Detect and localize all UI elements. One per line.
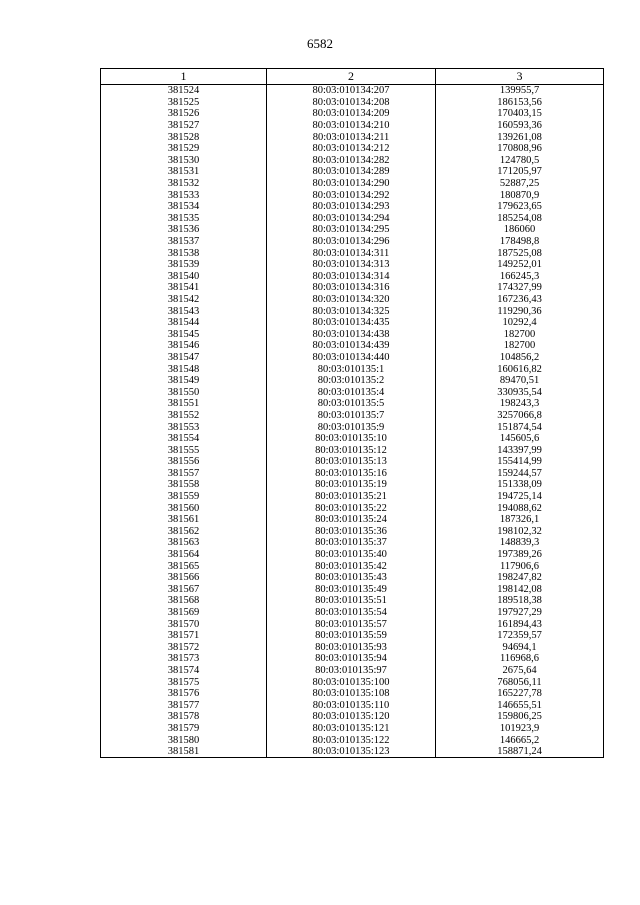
cadastral-number-cell: 80:03:010135:110 <box>267 699 436 711</box>
table-row <box>101 537 604 549</box>
value-cell: 151874,54 <box>436 421 604 433</box>
cadastral-number-cell: 80:03:010134:439 <box>267 340 436 352</box>
table-row <box>101 352 604 364</box>
value-cell: 159244,57 <box>436 468 604 480</box>
value-cell: 124780,5 <box>436 155 604 167</box>
row-number-cell: 381539 <box>101 259 267 271</box>
cadastral-number-cell: 80:03:010135:4 <box>267 386 436 398</box>
row-number-cell: 381536 <box>101 224 267 236</box>
value-cell: 139261,08 <box>436 131 604 143</box>
row-number-cell: 381550 <box>101 386 267 398</box>
value-cell: 155414,99 <box>436 456 604 468</box>
table-row <box>101 456 604 468</box>
row-number-cell: 381569 <box>101 607 267 619</box>
value-cell: 158871,24 <box>436 746 604 758</box>
value-cell: 166245,3 <box>436 271 604 283</box>
table-row <box>101 653 604 665</box>
row-number-cell: 381553 <box>101 421 267 433</box>
row-number-cell: 381527 <box>101 120 267 132</box>
cadastral-number-cell: 80:03:010134:209 <box>267 108 436 120</box>
row-number-cell: 381570 <box>101 618 267 630</box>
row-number-cell: 381565 <box>101 560 267 572</box>
value-cell: 170808,96 <box>436 143 604 155</box>
table-row <box>101 143 604 155</box>
value-cell: 104856,2 <box>436 352 604 364</box>
value-cell: 171205,97 <box>436 166 604 178</box>
cadastral-number-cell: 80:03:010134:289 <box>267 166 436 178</box>
cadastral-number-cell: 80:03:010135:43 <box>267 572 436 584</box>
row-number-cell: 381558 <box>101 479 267 491</box>
cadastral-number-cell: 80:03:010135:120 <box>267 711 436 723</box>
value-cell: 148839,3 <box>436 537 604 549</box>
cadastral-number-cell: 80:03:010134:325 <box>267 305 436 317</box>
cadastral-number-cell: 80:03:010135:10 <box>267 433 436 445</box>
value-cell: 3257066,8 <box>436 410 604 422</box>
row-number-cell: 381571 <box>101 630 267 642</box>
row-number-cell: 381551 <box>101 398 267 410</box>
row-number-cell: 381562 <box>101 526 267 538</box>
value-cell: 197389,26 <box>436 549 604 561</box>
cadastral-number-cell: 80:03:010135:97 <box>267 665 436 677</box>
value-cell: 194088,62 <box>436 502 604 514</box>
table-row <box>101 688 604 700</box>
page-number: 6582 <box>307 36 333 51</box>
value-cell: 768056,11 <box>436 676 604 688</box>
value-cell: 187326,1 <box>436 514 604 526</box>
table-row <box>101 259 604 271</box>
table-row <box>101 189 604 201</box>
table-row <box>101 85 604 97</box>
value-cell: 178498,8 <box>436 236 604 248</box>
row-number-cell: 381538 <box>101 247 267 259</box>
value-cell: 189518,38 <box>436 595 604 607</box>
value-cell: 146655,51 <box>436 699 604 711</box>
table-row <box>101 375 604 387</box>
row-number-cell: 381546 <box>101 340 267 352</box>
row-number-cell: 381533 <box>101 189 267 201</box>
table-row <box>101 549 604 561</box>
cadastral-number-cell: 80:03:010135:37 <box>267 537 436 549</box>
value-cell: 89470,51 <box>436 375 604 387</box>
table-row <box>101 433 604 445</box>
row-number-cell: 381534 <box>101 201 267 213</box>
table-row <box>101 271 604 283</box>
value-cell: 160593,36 <box>436 120 604 132</box>
table-row <box>101 491 604 503</box>
table-row <box>101 224 604 236</box>
table-row <box>101 317 604 329</box>
table-row <box>101 340 604 352</box>
row-number-cell: 381543 <box>101 305 267 317</box>
value-cell: 172359,57 <box>436 630 604 642</box>
cadastral-number-cell: 80:03:010134:296 <box>267 236 436 248</box>
cadastral-number-cell: 80:03:010135:1 <box>267 363 436 375</box>
row-number-cell: 381524 <box>101 85 267 97</box>
row-number-cell: 381580 <box>101 734 267 746</box>
table-row <box>101 178 604 190</box>
cadastral-number-cell: 80:03:010135:24 <box>267 514 436 526</box>
row-number-cell: 381530 <box>101 155 267 167</box>
cadastral-number-cell: 80:03:010134:292 <box>267 189 436 201</box>
cadastral-number-cell: 80:03:010135:7 <box>267 410 436 422</box>
row-number-cell: 381557 <box>101 468 267 480</box>
cadastral-number-cell: 80:03:010135:19 <box>267 479 436 491</box>
row-number-cell: 381581 <box>101 746 267 758</box>
cadastral-number-cell: 80:03:010135:122 <box>267 734 436 746</box>
value-cell: 159806,25 <box>436 711 604 723</box>
row-number-cell: 381545 <box>101 328 267 340</box>
cadastral-number-cell: 80:03:010134:438 <box>267 328 436 340</box>
table-row <box>101 410 604 422</box>
value-cell: 180870,9 <box>436 189 604 201</box>
row-number-cell: 381548 <box>101 363 267 375</box>
value-cell: 149252,01 <box>436 259 604 271</box>
cadastral-number-cell: 80:03:010134:212 <box>267 143 436 155</box>
table-row <box>101 444 604 456</box>
row-number-cell: 381537 <box>101 236 267 248</box>
value-cell: 174327,99 <box>436 282 604 294</box>
value-cell: 170403,15 <box>436 108 604 120</box>
value-cell: 179623,65 <box>436 201 604 213</box>
cadastral-number-cell: 80:03:010134:208 <box>267 97 436 109</box>
row-number-cell: 381526 <box>101 108 267 120</box>
row-number-cell: 381579 <box>101 723 267 735</box>
cadastral-number-cell: 80:03:010134:311 <box>267 247 436 259</box>
table-row <box>101 305 604 317</box>
value-cell: 143397,99 <box>436 444 604 456</box>
cadastral-number-cell: 80:03:010135:9 <box>267 421 436 433</box>
value-cell: 186153,56 <box>436 97 604 109</box>
table-row <box>101 746 604 758</box>
table-row <box>101 213 604 225</box>
row-number-cell: 381528 <box>101 131 267 143</box>
table-row <box>101 468 604 480</box>
cadastral-number-cell: 80:03:010135:123 <box>267 746 436 758</box>
cadastral-number-cell: 80:03:010135:12 <box>267 444 436 456</box>
row-number-cell: 381578 <box>101 711 267 723</box>
row-number-cell: 381574 <box>101 665 267 677</box>
row-number-cell: 381559 <box>101 491 267 503</box>
table-row <box>101 514 604 526</box>
value-cell: 198247,82 <box>436 572 604 584</box>
value-cell: 186060 <box>436 224 604 236</box>
row-number-cell: 381561 <box>101 514 267 526</box>
value-cell: 197927,29 <box>436 607 604 619</box>
value-cell: 117906,6 <box>436 560 604 572</box>
row-number-cell: 381567 <box>101 584 267 596</box>
row-number-cell: 381529 <box>101 143 267 155</box>
table-row <box>101 363 604 375</box>
column-header-1: 1 <box>101 69 267 85</box>
value-cell: 182700 <box>436 328 604 340</box>
table-row <box>101 247 604 259</box>
column-header-3: 3 <box>436 69 604 85</box>
value-cell: 330935,54 <box>436 386 604 398</box>
value-cell: 165227,78 <box>436 688 604 700</box>
value-cell: 94694,1 <box>436 642 604 654</box>
value-cell: 139955,7 <box>436 85 604 97</box>
table-row <box>101 294 604 306</box>
cadastral-number-cell: 80:03:010134:211 <box>267 131 436 143</box>
value-cell: 187525,08 <box>436 247 604 259</box>
row-number-cell: 381532 <box>101 178 267 190</box>
cadastral-number-cell: 80:03:010134:290 <box>267 178 436 190</box>
cadastral-number-cell: 80:03:010135:22 <box>267 502 436 514</box>
value-cell: 151338,09 <box>436 479 604 491</box>
table-row <box>101 595 604 607</box>
value-cell: 185254,08 <box>436 213 604 225</box>
cadastral-number-cell: 80:03:010135:108 <box>267 688 436 700</box>
row-number-cell: 381575 <box>101 676 267 688</box>
value-cell: 145605,6 <box>436 433 604 445</box>
table-row <box>101 328 604 340</box>
table-row <box>101 560 604 572</box>
value-cell: 10292,4 <box>436 317 604 329</box>
cadastral-number-cell: 80:03:010135:121 <box>267 723 436 735</box>
cadastral-number-cell: 80:03:010135:93 <box>267 642 436 654</box>
row-number-cell: 381544 <box>101 317 267 329</box>
cadastral-number-cell: 80:03:010134:440 <box>267 352 436 364</box>
row-number-cell: 381541 <box>101 282 267 294</box>
row-number-cell: 381535 <box>101 213 267 225</box>
value-cell: 160616,82 <box>436 363 604 375</box>
row-number-cell: 381568 <box>101 595 267 607</box>
row-number-cell: 381554 <box>101 433 267 445</box>
cadastral-number-cell: 80:03:010135:49 <box>267 584 436 596</box>
cadastral-number-cell: 80:03:010134:207 <box>267 85 436 97</box>
cadastral-number-cell: 80:03:010135:5 <box>267 398 436 410</box>
table-row <box>101 108 604 120</box>
table-row <box>101 386 604 398</box>
table-row <box>101 711 604 723</box>
table-row <box>101 699 604 711</box>
row-number-cell: 381555 <box>101 444 267 456</box>
cadastral-number-cell: 80:03:010134:282 <box>267 155 436 167</box>
column-header-2: 2 <box>267 69 436 85</box>
value-cell: 198102,32 <box>436 526 604 538</box>
table-row <box>101 676 604 688</box>
table-row <box>101 282 604 294</box>
row-number-cell: 381560 <box>101 502 267 514</box>
table-row <box>101 618 604 630</box>
register-table <box>100 68 604 758</box>
table-row <box>101 584 604 596</box>
table-row <box>101 120 604 132</box>
row-number-cell: 381525 <box>101 97 267 109</box>
row-number-cell: 381566 <box>101 572 267 584</box>
table-row <box>101 155 604 167</box>
row-number-cell: 381564 <box>101 549 267 561</box>
row-number-cell: 381572 <box>101 642 267 654</box>
table-row <box>101 572 604 584</box>
cadastral-number-cell: 80:03:010134:313 <box>267 259 436 271</box>
table-row <box>101 642 604 654</box>
table-row <box>101 607 604 619</box>
row-number-cell: 381531 <box>101 166 267 178</box>
value-cell: 146665,2 <box>436 734 604 746</box>
value-cell: 116968,6 <box>436 653 604 665</box>
cadastral-number-cell: 80:03:010135:40 <box>267 549 436 561</box>
cadastral-number-cell: 80:03:010134:210 <box>267 120 436 132</box>
table-body <box>101 85 604 758</box>
value-cell: 2675,64 <box>436 665 604 677</box>
cadastral-number-cell: 80:03:010134:320 <box>267 294 436 306</box>
table-row <box>101 665 604 677</box>
table-row <box>101 734 604 746</box>
table-row <box>101 201 604 213</box>
value-cell: 167236,43 <box>436 294 604 306</box>
cadastral-number-cell: 80:03:010134:295 <box>267 224 436 236</box>
cadastral-number-cell: 80:03:010134:314 <box>267 271 436 283</box>
value-cell: 161894,43 <box>436 618 604 630</box>
table-row <box>101 526 604 538</box>
table-header-row <box>101 69 604 85</box>
value-cell: 194725,14 <box>436 491 604 503</box>
table-row <box>101 131 604 143</box>
row-number-cell: 381552 <box>101 410 267 422</box>
cadastral-number-cell: 80:03:010135:42 <box>267 560 436 572</box>
table-row <box>101 502 604 514</box>
row-number-cell: 381563 <box>101 537 267 549</box>
cadastral-number-cell: 80:03:010134:435 <box>267 317 436 329</box>
table-row <box>101 398 604 410</box>
row-number-cell: 381577 <box>101 699 267 711</box>
cadastral-number-cell: 80:03:010135:36 <box>267 526 436 538</box>
table-row <box>101 723 604 735</box>
value-cell: 101923,9 <box>436 723 604 735</box>
row-number-cell: 381556 <box>101 456 267 468</box>
cadastral-number-cell: 80:03:010135:94 <box>267 653 436 665</box>
cadastral-number-cell: 80:03:010134:294 <box>267 213 436 225</box>
cadastral-number-cell: 80:03:010135:2 <box>267 375 436 387</box>
table-row <box>101 166 604 178</box>
table-row <box>101 421 604 433</box>
cadastral-number-cell: 80:03:010135:100 <box>267 676 436 688</box>
table-row <box>101 479 604 491</box>
value-cell: 182700 <box>436 340 604 352</box>
row-number-cell: 381549 <box>101 375 267 387</box>
cadastral-number-cell: 80:03:010135:54 <box>267 607 436 619</box>
row-number-cell: 381573 <box>101 653 267 665</box>
table-row <box>101 97 604 109</box>
value-cell: 198142,08 <box>436 584 604 596</box>
table-row <box>101 630 604 642</box>
value-cell: 119290,36 <box>436 305 604 317</box>
cadastral-number-cell: 80:03:010134:316 <box>267 282 436 294</box>
cadastral-number-cell: 80:03:010135:13 <box>267 456 436 468</box>
cadastral-number-cell: 80:03:010135:51 <box>267 595 436 607</box>
row-number-cell: 381542 <box>101 294 267 306</box>
cadastral-number-cell: 80:03:010135:59 <box>267 630 436 642</box>
table-row <box>101 236 604 248</box>
row-number-cell: 381540 <box>101 271 267 283</box>
cadastral-number-cell: 80:03:010135:21 <box>267 491 436 503</box>
row-number-cell: 381576 <box>101 688 267 700</box>
cadastral-number-cell: 80:03:010135:57 <box>267 618 436 630</box>
cadastral-number-cell: 80:03:010135:16 <box>267 468 436 480</box>
value-cell: 198243,3 <box>436 398 604 410</box>
value-cell: 52887,25 <box>436 178 604 190</box>
cadastral-number-cell: 80:03:010134:293 <box>267 201 436 213</box>
row-number-cell: 381547 <box>101 352 267 364</box>
